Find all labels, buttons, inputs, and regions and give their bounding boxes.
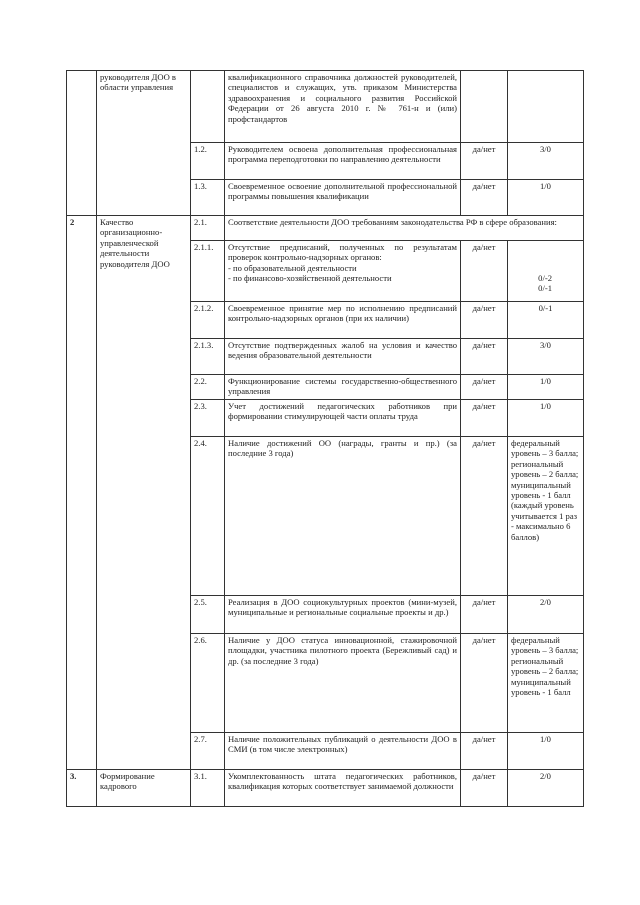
item-number: 2.6. <box>191 634 225 733</box>
table-row <box>67 216 584 241</box>
section-number: 2 <box>67 216 97 770</box>
criterion-subitem: - по образовательной деятельности <box>228 262 357 273</box>
score-cell: 1/0 <box>508 180 584 216</box>
criterion-text: Соответствие деятельности ДОО требованиям законодательства РФ в сфере образования: <box>225 216 584 241</box>
score-cell <box>508 71 584 143</box>
item-number: 2.1.2. <box>191 302 225 339</box>
score-cell: федеральный уровень – 3 балла; региональный уровень – 2 балла; муниципальный уровень - 1 балл (каждый уровень учитывается 1 раз - максимально 6 баллов) <box>508 437 584 596</box>
answer-cell: да/нет <box>461 375 508 400</box>
criterion-text: Своевременное освоение дополнительной профессиональной программы повышения квалификации <box>225 180 461 216</box>
criterion-text: Функционирование системы государственно-общественного управления <box>225 375 461 400</box>
item-number: 2.1. <box>191 216 225 241</box>
criterion-text: Руководителем освоена дополнительная профессиональная программа переподготовки по направлению деятельности <box>225 143 461 180</box>
criterion-text: Наличие положительных публикаций о деятельности ДОО в СМИ (в том числе электронных) <box>225 733 461 770</box>
item-number: 2.4. <box>191 437 225 596</box>
criterion-text: Своевременное принятие мер по исполнению предписаний контрольно-надзорных органов (при их наличии) <box>225 302 461 339</box>
section-number <box>67 71 97 216</box>
score-cell: 1/0 <box>508 375 584 400</box>
score-item: 0/-1 <box>538 283 552 294</box>
answer-cell: да/нет <box>461 241 508 302</box>
section-title: руководителя ДОО в области управления <box>97 71 191 216</box>
item-number: 1.3. <box>191 180 225 216</box>
criterion-text: Наличие у ДОО статуса инновационной, стажировочной площадки, участника пилотного проекта (Бережливый сад) и др. (за последние 3 года) <box>225 634 461 733</box>
item-number: 2.1.3. <box>191 339 225 375</box>
answer-cell: да/нет <box>461 400 508 437</box>
document-page <box>66 70 583 807</box>
answer-cell: да/нет <box>461 733 508 770</box>
score-cell: 2/0 <box>508 770 584 807</box>
answer-cell: да/нет <box>461 596 508 634</box>
criterion-text: Отсутствие подтвержденных жалоб на условия и качество ведения образовательной деятельности <box>225 339 461 375</box>
score-cell: 3/0 <box>508 143 584 180</box>
table-row <box>67 71 584 143</box>
criterion-text: Наличие достижений ОО (награды, гранты и пр.) (за последние 3 года) <box>225 437 461 596</box>
table-row <box>67 770 584 807</box>
score-cell <box>508 241 584 302</box>
item-number: 2.5. <box>191 596 225 634</box>
score-cell: федеральный уровень – 3 балла; региональный уровень – 2 балла; муниципальный уровень - 1 балл <box>508 634 584 733</box>
criterion-text: Укомплектованность штата педагогических работников, квалификация которых соответствует занимаемой должности <box>225 770 461 807</box>
item-number: 2.1.1. <box>191 241 225 302</box>
score-cell: 1/0 <box>508 400 584 437</box>
answer-cell: да/нет <box>461 634 508 733</box>
section-number: 3. <box>67 770 97 807</box>
score-item: 0/-2 <box>538 273 552 283</box>
answer-cell: да/нет <box>461 302 508 339</box>
answer-cell: да/нет <box>461 143 508 180</box>
item-number: 2.3. <box>191 400 225 437</box>
answer-cell: да/нет <box>461 770 508 807</box>
answer-cell <box>461 71 508 143</box>
answer-cell: да/нет <box>461 339 508 375</box>
criterion-text: квалификационного справочника должностей руководителей, специалистов и служащих, утв. приказом Министерства здравоохранения и социального развития Российской Федерации от 26 августа 2010 г. № 761-н и (или) профстандартов <box>225 71 461 143</box>
score-cell: 0/-1 <box>508 302 584 339</box>
score-cell: 3/0 <box>508 339 584 375</box>
criteria-table <box>66 70 584 807</box>
item-number: 2.7. <box>191 733 225 770</box>
item-number: 3.1. <box>191 770 225 807</box>
item-number: 2.2. <box>191 375 225 400</box>
section-title: Качество организационно-управленческой деятельности руководителя ДОО <box>97 216 191 770</box>
criterion-subitem: - по финансово-хозяйственной деятельности <box>228 273 392 284</box>
score-cell: 2/0 <box>508 596 584 634</box>
criterion-text: Учет достижений педагогических работников при формировании стимулирующей части оплаты труда <box>225 400 461 437</box>
item-number <box>191 71 225 143</box>
criterion-text: Реализация в ДОО социокультурных проектов (мини-музей, муниципальные и региональные социальные проекты и др.) <box>225 596 461 634</box>
answer-cell: да/нет <box>461 437 508 596</box>
answer-cell: да/нет <box>461 180 508 216</box>
item-number: 1.2. <box>191 143 225 180</box>
section-title: Формирование кадрового <box>97 770 191 807</box>
criterion-text <box>225 241 461 302</box>
score-cell: 1/0 <box>508 733 584 770</box>
criterion-lead: Отсутствие предписаний, полученных по результатам проверок контрольно-надзорных органов: <box>228 242 457 263</box>
